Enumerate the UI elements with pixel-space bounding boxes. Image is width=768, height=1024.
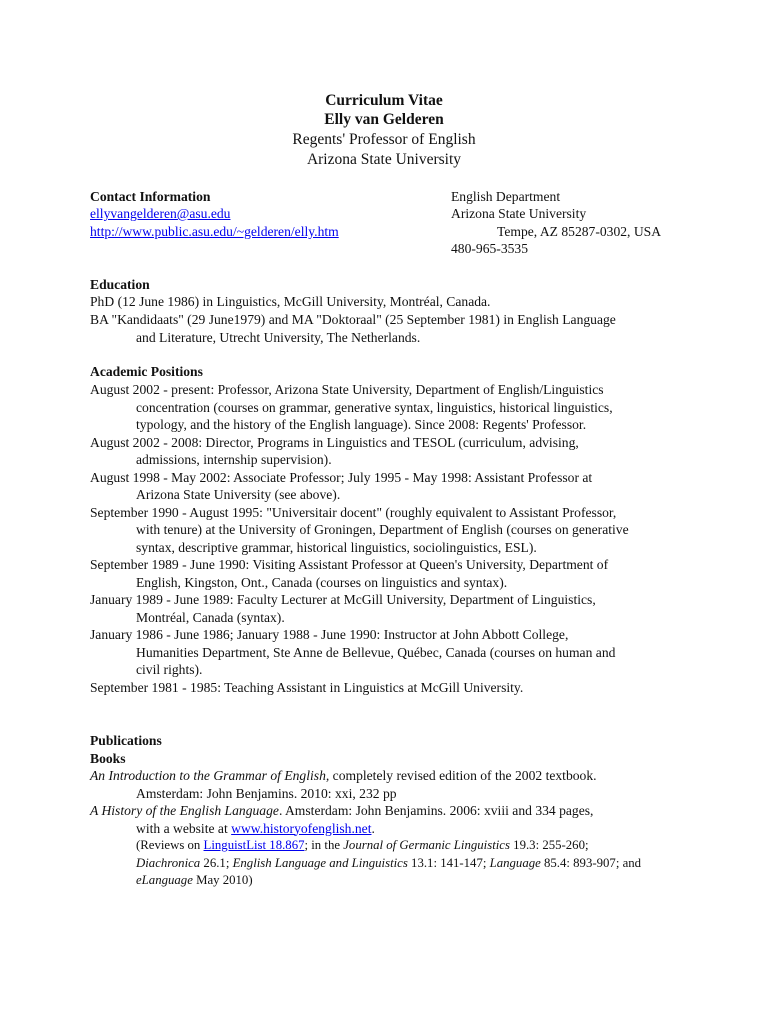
phone-number: 480-965-3535	[451, 241, 529, 256]
linguistlist-link[interactable]: LinguistList 18.867	[203, 838, 305, 852]
academic-position-entry: September 1989 - June 1990: Visiting Assistant Professor at Queen's University, Department of English, Kingston, Ont., Canada (courses on linguistics and syntax).	[90, 557, 609, 590]
academic-positions-list	[90, 381, 690, 696]
author-position: Regents' Professor of English	[292, 131, 476, 148]
address-department: English Department	[451, 189, 561, 204]
education-phd: PhD (12 June 1986) in Linguistics, McGill University, Montréal, Canada.	[90, 294, 491, 309]
publications-heading: Publications	[90, 733, 162, 748]
academic-position-entry: August 2002 - 2008: Director, Programs in Linguistics and TESOL (curriculum, advising, admissions, internship supervision).	[90, 434, 579, 467]
document-title: Curriculum Vitae	[325, 92, 443, 109]
academic-position-entry: September 1990 - August 1995: "Universitair docent" (roughly equivalent to Assistant Professor, with tenure) at the University of Groningen, Department of English (courses on generative syntax, descriptive grammar, historical linguistics, sociolinguistics, ESL).	[90, 504, 629, 555]
academic-position-entry: September 1981 - 1985: Teaching Assistant in Linguistics at McGill University.	[90, 679, 524, 695]
academic-position-entry: August 1998 - May 2002: Associate Professor; July 1995 - May 1998: Assistant Professor at Arizona State University (see above).	[90, 469, 593, 502]
academic-position-entry: August 2002 - present: Professor, Arizona State University, Department of English/Linguistics concentration (courses on grammar, generative syntax, linguistics, historical linguistics, typology, and the history of the English language). Since 2008: Regents' Professor.	[90, 382, 613, 432]
website-link[interactable]: http://www.public.asu.edu/~gelderen/elly.htm	[90, 224, 339, 239]
contact-heading: Contact Information	[90, 189, 211, 204]
academic-position-entry: January 1986 - June 1986; January 1988 - June 1990: Instructor at John Abbott College, Humanities Department, Ste Anne de Bellevue, Québec, Canada (courses on human and civil rights).	[90, 627, 616, 677]
reviews-line-1: (Reviews on LinguistList 18.867; in the Journal of Germanic Linguistics 19.3: 255-260;	[136, 838, 589, 852]
book-grammar-of-english: An Introduction to the Grammar of English, completely revised edition of the 2002 textbook. Amsterdam: John Benjamins. 2010: xxi, 232 pp	[90, 768, 597, 801]
email-link[interactable]: ellyvangelderen@asu.edu	[90, 206, 231, 221]
reviews-line-2: Diachronica 26.1; English Language and Linguistics 13.1: 141-147; Language 85.4: 893-907; and	[136, 855, 642, 870]
books-subheading: Books	[90, 751, 126, 766]
academic-position-entry: January 1989 - June 1989: Faculty Lecturer at McGill University, Department of Linguistics, Montréal, Canada (syntax).	[90, 592, 596, 625]
author-name: Elly van Gelderen	[324, 111, 444, 128]
book-history-of-english: A History of the English Language. Amsterdam: John Benjamins. 2006: xviii and 334 pages, with a website at www.historyofenglish.net. (Reviews on LinguistList 18.867; in the Journal of Germanic Linguistics 19.3: 255-260; Diachronica 26.1; English Language and Linguistics 13.1: 141-147; Language 85.4: 893-907; and eLanguage May 2010)	[90, 802, 680, 890]
book-title: A History of the English Language	[90, 803, 279, 818]
education-heading: Education	[90, 277, 150, 292]
academic-heading: Academic Positions	[90, 364, 203, 379]
address-city: Tempe, AZ 85287-0302, USA	[497, 224, 662, 239]
address-university: Arizona State University	[451, 206, 587, 221]
history-of-english-link[interactable]: www.historyofenglish.net	[231, 820, 372, 836]
book-title: An Introduction to the Grammar of English,	[90, 768, 330, 783]
author-institution: Arizona State University	[306, 151, 462, 168]
reviews-line-3: eLanguage May 2010)	[136, 873, 253, 887]
education-ba-ma: BA "Kandidaats" (29 June1979) and MA "Doktoraal" (25 September 1981) in English Language and Literature, Utrecht University, The Netherlands.	[90, 312, 616, 345]
